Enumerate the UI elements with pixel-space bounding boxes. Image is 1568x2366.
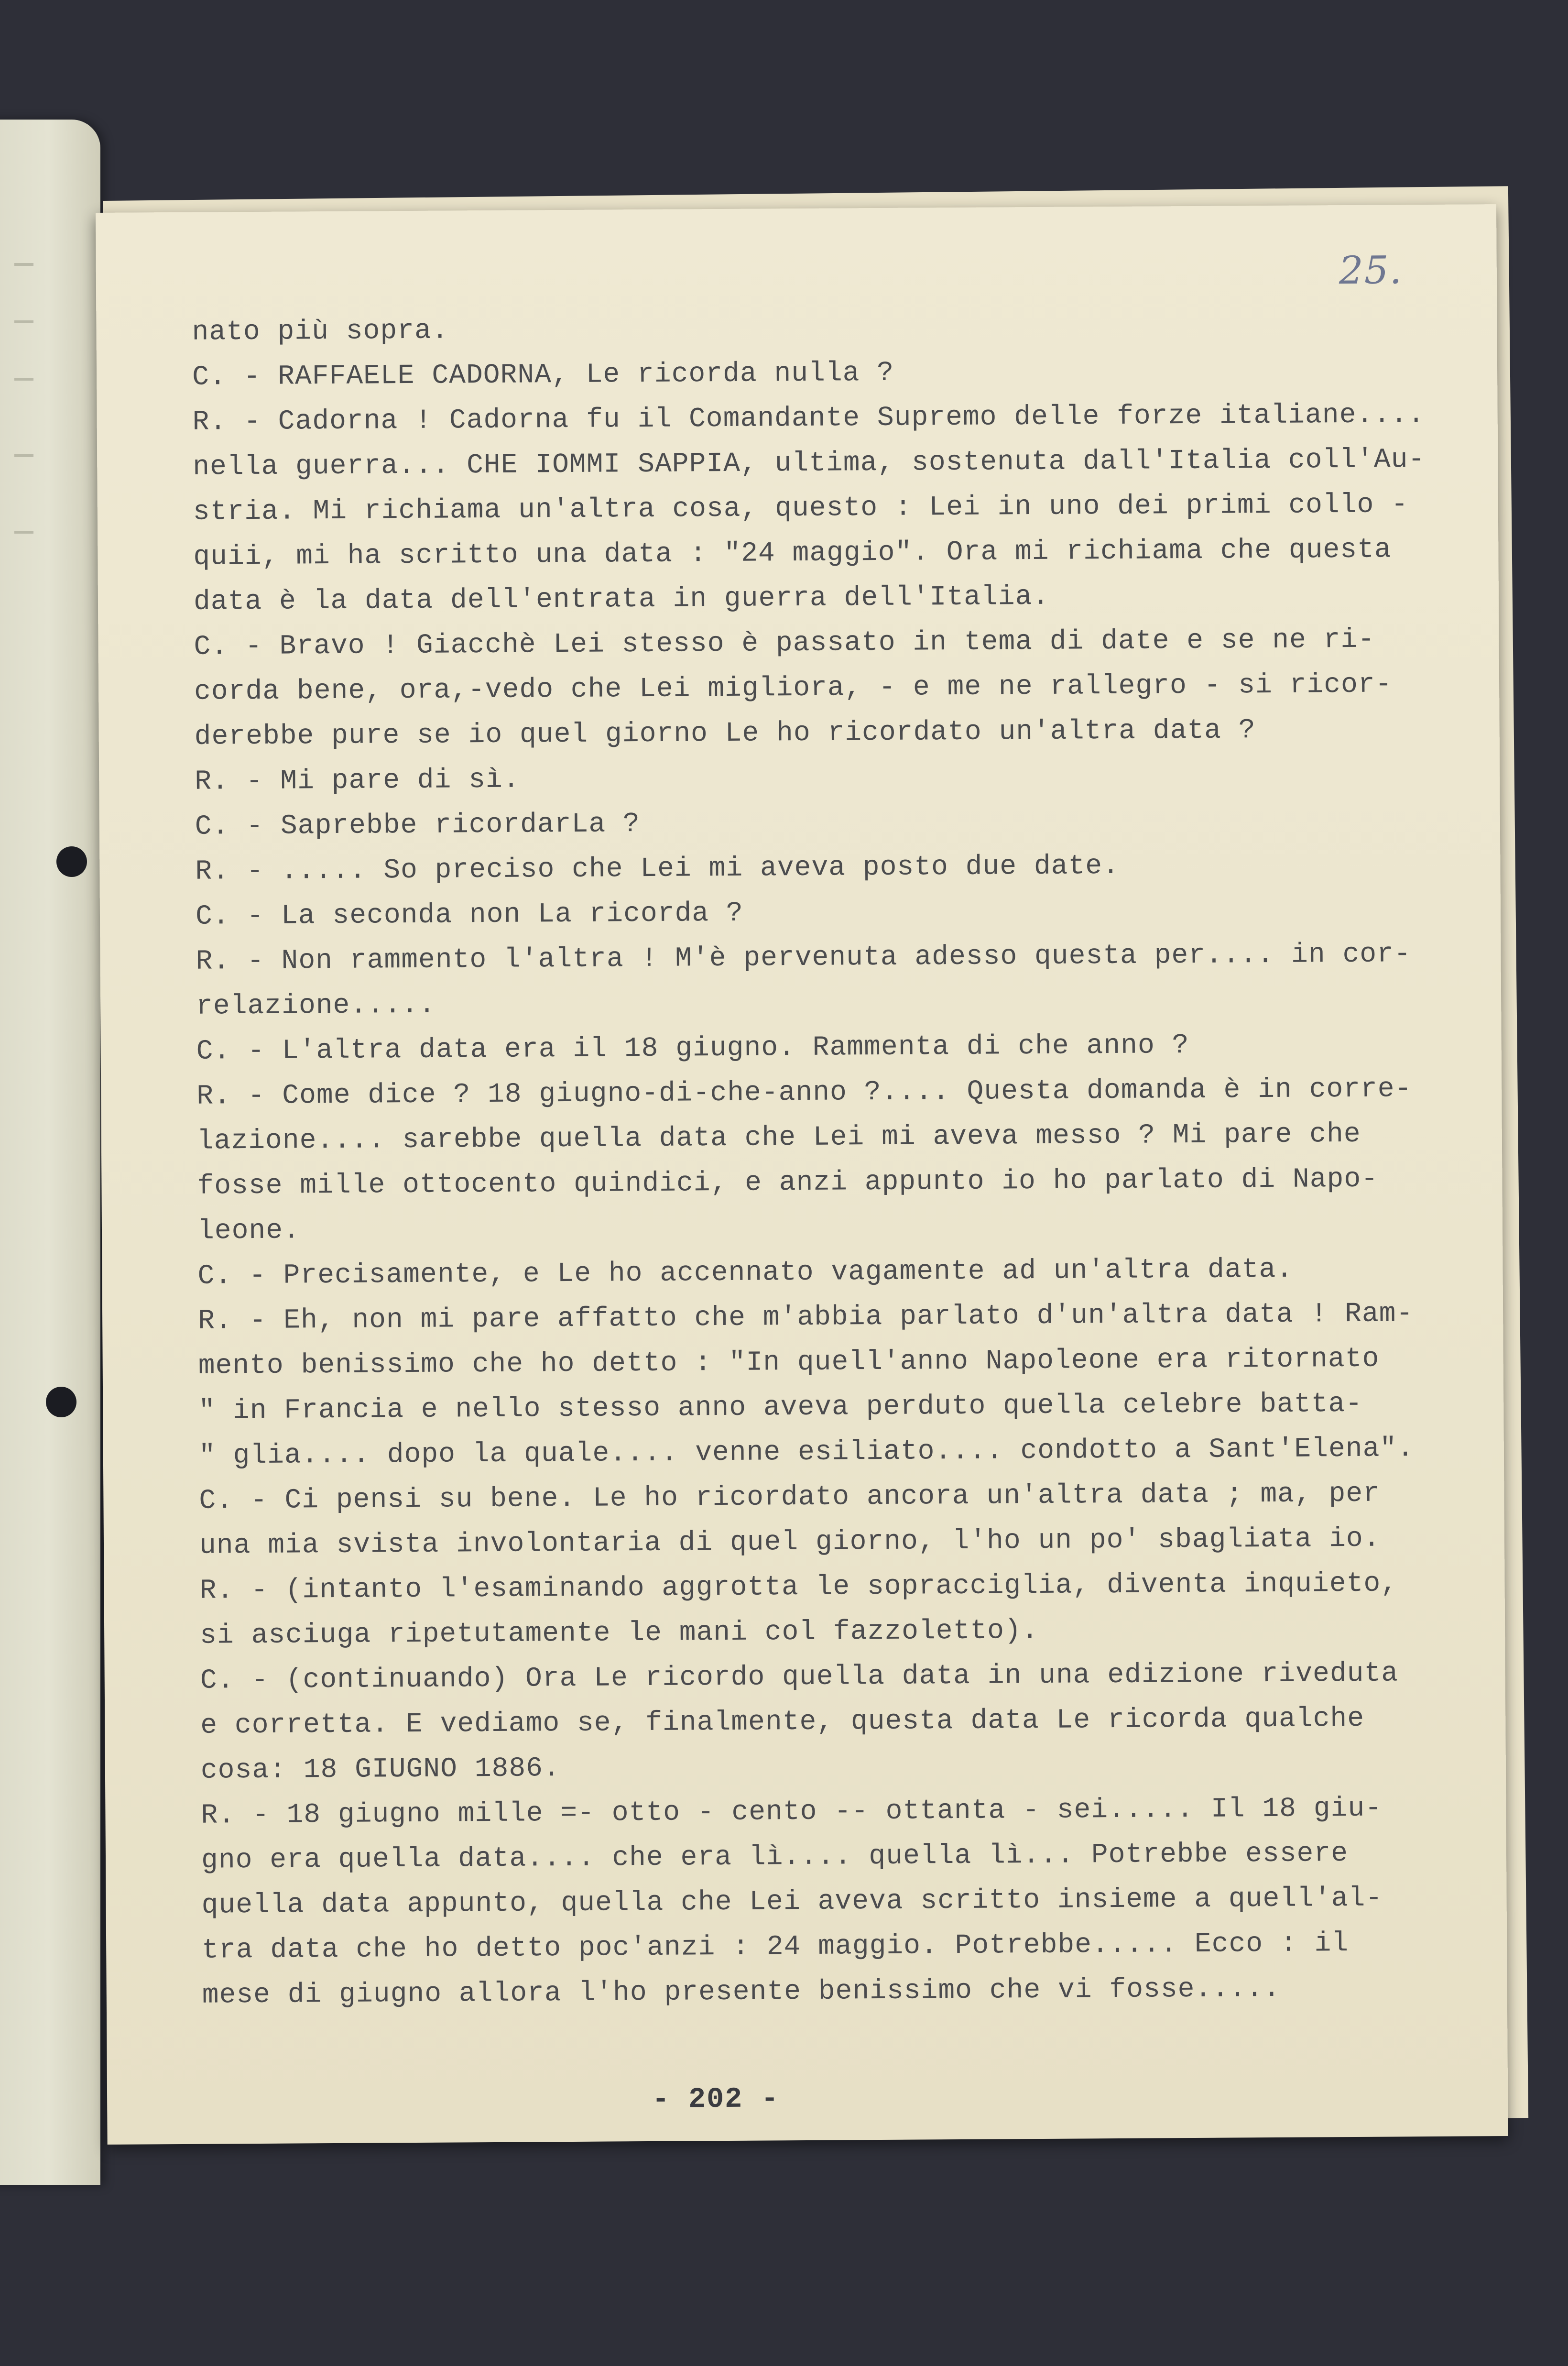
text-line: nato più sopra. xyxy=(192,315,449,348)
text-line: C. - Ci pensi su bene. Le ho ricordato ancora un'altra data ; ma, per xyxy=(199,1478,1381,1517)
text-line: C. - L'altra data era il 18 giugno. Rammenta di che anno ? xyxy=(196,1030,1189,1067)
binder-hole-upper xyxy=(56,846,87,877)
text-line: C. - RAFFAELE CADORNA, Le ricorda nulla ? xyxy=(192,357,894,393)
text-line: mese di giugno allora l'ho presente benissimo che vi fosse..... xyxy=(202,1973,1281,2011)
text-line: cosa: 18 GIUGNO 1886. xyxy=(200,1753,561,1786)
text-line: C. - (continuando) Ora Le ricordo quella data in una edizione riveduta xyxy=(200,1658,1399,1697)
footer-page-number: - 202 - xyxy=(652,2083,780,2116)
text-line: data è la data dell'entrata in guerra dell'Italia. xyxy=(193,581,1050,618)
text-line: " in Francia e nello stesso anno aveva perduto quella celebre batta- xyxy=(198,1388,1363,1427)
text-line: si asciuga ripetutamente le mani col fazzoletto). xyxy=(199,1615,1039,1652)
text-line: R. - (intanto l'esaminando aggrotta le sopracciglia, diventa inquieto, xyxy=(199,1568,1398,1607)
typed-text-block xyxy=(192,303,1455,2018)
text-line: C. - Bravo ! Giacchè Lei stesso è passato in tema di date e se ne ri- xyxy=(194,624,1375,663)
text-line: stria. Mi richiama un'altra cosa, questo : Lei in uno dei primi collo - xyxy=(193,489,1409,528)
text-line: leone. xyxy=(197,1215,301,1247)
text-line: lazione.... sarebbe quella data che Lei mi aveva messo ? Mi pare che xyxy=(196,1118,1361,1157)
text-line: quii, mi ha scritto una data : "24 maggio". Ora mi richiama che questa xyxy=(193,534,1392,573)
text-line: R. - Non rammento l'altra ! M'è pervenuta adesso questa per.... in cor- xyxy=(196,939,1411,977)
text-line: R. - Come dice ? 18 giugno-di-che-anno ?.... Questa domanda è in corre- xyxy=(196,1073,1412,1112)
text-line: R. - Cadorna ! Cadorna fu il Comandante Supremo delle forze italiane.... xyxy=(192,399,1425,438)
text-line: C. - Saprebbe ricordarLa ? xyxy=(195,809,640,843)
text-line: quella data appunto, quella che Lei aveva scritto insieme a quell'al- xyxy=(201,1883,1383,1921)
handwritten-page-number: 25. xyxy=(1339,248,1403,293)
text-line: R. - ..... So preciso che Lei mi aveva posto due date. xyxy=(195,850,1120,887)
text-line: relazione..... xyxy=(196,989,436,1022)
binder-hole-lower xyxy=(46,1387,76,1417)
left-page-edge xyxy=(0,120,100,2185)
text-line: mento benissimo che ho detto : "In quell'anno Napoleone era ritornato xyxy=(198,1343,1380,1382)
text-line: gno era quella data.... che era lì.... quella lì... Potrebbe essere xyxy=(201,1838,1349,1876)
text-line: R. - Mi pare di sì. xyxy=(195,764,520,798)
text-line: " glia.... dopo la quale.... venne esiliato.... condotto a Sant'Elena". xyxy=(198,1433,1415,1472)
typed-page xyxy=(96,204,1508,2145)
text-line: R. - Eh, non mi pare affatto che m'abbia parlato d'un'altra data ! Ram- xyxy=(197,1298,1414,1337)
text-line: fosse mille ottocento quindici, e anzi appunto io ho parlato di Napo- xyxy=(197,1163,1379,1202)
text-line: e corretta. E vediamo se, finalmente, questa data Le ricorda qualche xyxy=(200,1703,1365,1742)
text-line: nella guerra... CHE IOMMI SAPPIA, ultima, sostenuta dall'Italia coll'Au- xyxy=(193,444,1426,483)
text-line: corda bene, ora,-vedo che Lei migliora, - e me ne rallegro - si ricor- xyxy=(194,669,1393,708)
text-line: derebbe pure se io quel giorno Le ho ricordato un'altra data ? xyxy=(194,715,1256,753)
text-line: R. - 18 giugno mille =- otto - cento -- ottanta - sei..... Il 18 giu- xyxy=(201,1793,1383,1831)
text-line: C. - Precisamente, e Le ho accennato vagamente ad un'altra data. xyxy=(197,1254,1294,1292)
text-line: una mia svista involontaria di quel giorno, l'ho un po' sbagliata io. xyxy=(199,1523,1381,1562)
text-line: C. - La seconda non La ricorda ? xyxy=(195,898,743,932)
text-line: tra data che ho detto poc'anzi : 24 maggio. Potrebbe..... Ecco : il xyxy=(202,1928,1349,1966)
